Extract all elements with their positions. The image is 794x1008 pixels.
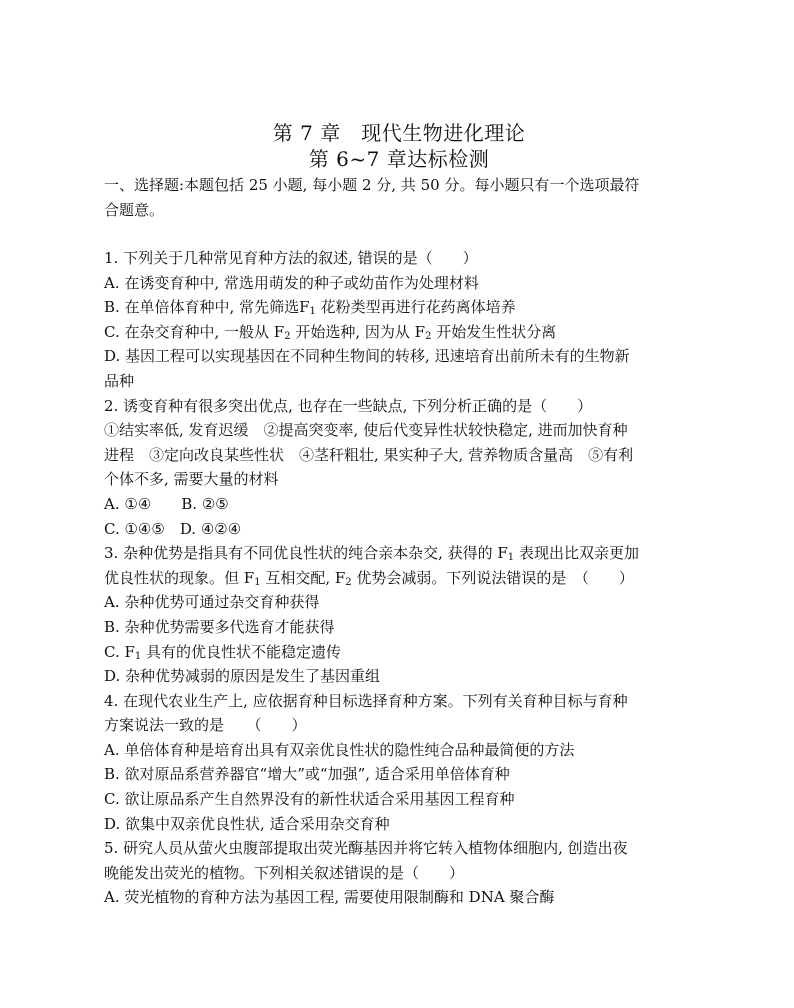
chapter-title: 第 7 章 现代生物进化理论 <box>272 121 526 145</box>
intro-line: 合题意。 <box>104 201 165 219</box>
section-intro <box>104 173 694 222</box>
statement-list: 个体不多, 需要大量的材料 <box>104 470 279 489</box>
option-b: B. 杂种优势需要多代选育才能获得 <box>104 617 335 636</box>
option-c: C. 在杂交育种中, 一般从 $F_2$ 开始选种, 因为从 $F_2$ 开始发生性状分离 <box>104 322 557 342</box>
question-stem-continued: 优良性状的现象。但 $F_1$ 互相交配, $F_2$ 优势会减弱。下列说法错误的是 （ ） <box>104 568 634 588</box>
option-a: A. 杂种优势可通过杂交育种获得 <box>104 593 320 612</box>
statement-list: 进程 ③定向改良某些性状 ④茎秆粗壮, 果实种子大, 营养物质含量高 ⑤有利 <box>104 445 634 464</box>
statement-list: ①结实率低, 发育迟缓 ②提高突变率, 使后代变异性状较快稳定, 进而加快育种 <box>104 421 628 440</box>
question-4 <box>104 689 694 837</box>
options-cd: C. ①④⑤ D. ④②④ <box>104 519 242 538</box>
option-d: D. 欲集中双亲优良性状, 适合采用杂交育种 <box>104 814 390 833</box>
spacer <box>104 222 694 246</box>
option-c: C. $F_1$ 具有的优良性状不能稳定遗传 <box>104 642 342 662</box>
question-stem: 4. 在现代农业生产上, 应依据育种目标选择育种方案。下列有关育种目标与育种 <box>104 691 628 710</box>
question-stem: 2. 诱变育种有很多突出优点, 也存在一些缺点, 下列分析正确的是（ ） <box>104 396 593 415</box>
options-ab: A. ①④ B. ②⑤ <box>104 494 229 513</box>
test-title: 第 6~7 章达标检测 <box>308 147 490 171</box>
option-a: A. 单倍体育种是培育出具有双亲优良性状的隐性纯合品种最简便的方法 <box>104 740 575 759</box>
question-stem: 5. 研究人员从萤火虫腹部提取出荧光酶基因并将它转入植物体细胞内, 创造出夜 <box>104 839 628 858</box>
option-b: B. 欲对原品系营养器官“增大”或“加强”, 适合采用单倍体育种 <box>104 765 510 784</box>
option-b: B. 在单倍体育种中, 常先筛选$F_1$ 花粉类型再进行花药离体培养 <box>104 298 516 318</box>
option-c: C. 欲让原品系产生自然界没有的新性状适合采用基因工程育种 <box>104 790 515 809</box>
option-d: D. 基因工程可以实现基因在不同种生物间的转移, 迅速培育出前所未有的生物新 <box>104 347 630 366</box>
question-stem-continued: 晚能发出荧光的植物。下列相关叙述错误的是（ ） <box>104 863 465 882</box>
question-stem-continued: 方案说法一致的是 （ ） <box>104 716 307 735</box>
option-d: D. 杂种优势减弱的原因是发生了基因重组 <box>104 667 381 686</box>
question-stem: 3. 杂种优势是指具有不同优良性状的纯合亲本杂交, 获得的 $F_1$ 表现出比双亲更加 <box>104 544 639 564</box>
intro-line: 一、选择题:本题包括 25 小题, 每小题 2 分, 共 50 分。每小题只有一个选项最符 <box>104 176 640 194</box>
option-d-continued: 品种 <box>104 371 135 390</box>
question-3 <box>104 541 694 689</box>
question-1 <box>104 246 694 394</box>
option-a: A. 在诱变育种中, 常选用萌发的种子或幼苗作为处理材料 <box>104 273 479 292</box>
question-5 <box>104 836 694 910</box>
option-a: A. 荧光植物的育种方法为基因工程, 需要使用限制酶和 DNA 聚合酶 <box>104 888 555 907</box>
question-2 <box>104 394 694 542</box>
question-stem: 1. 下列关于几种常见育种方法的叙述, 错误的是（ ） <box>104 249 478 267</box>
document-page <box>104 118 694 910</box>
